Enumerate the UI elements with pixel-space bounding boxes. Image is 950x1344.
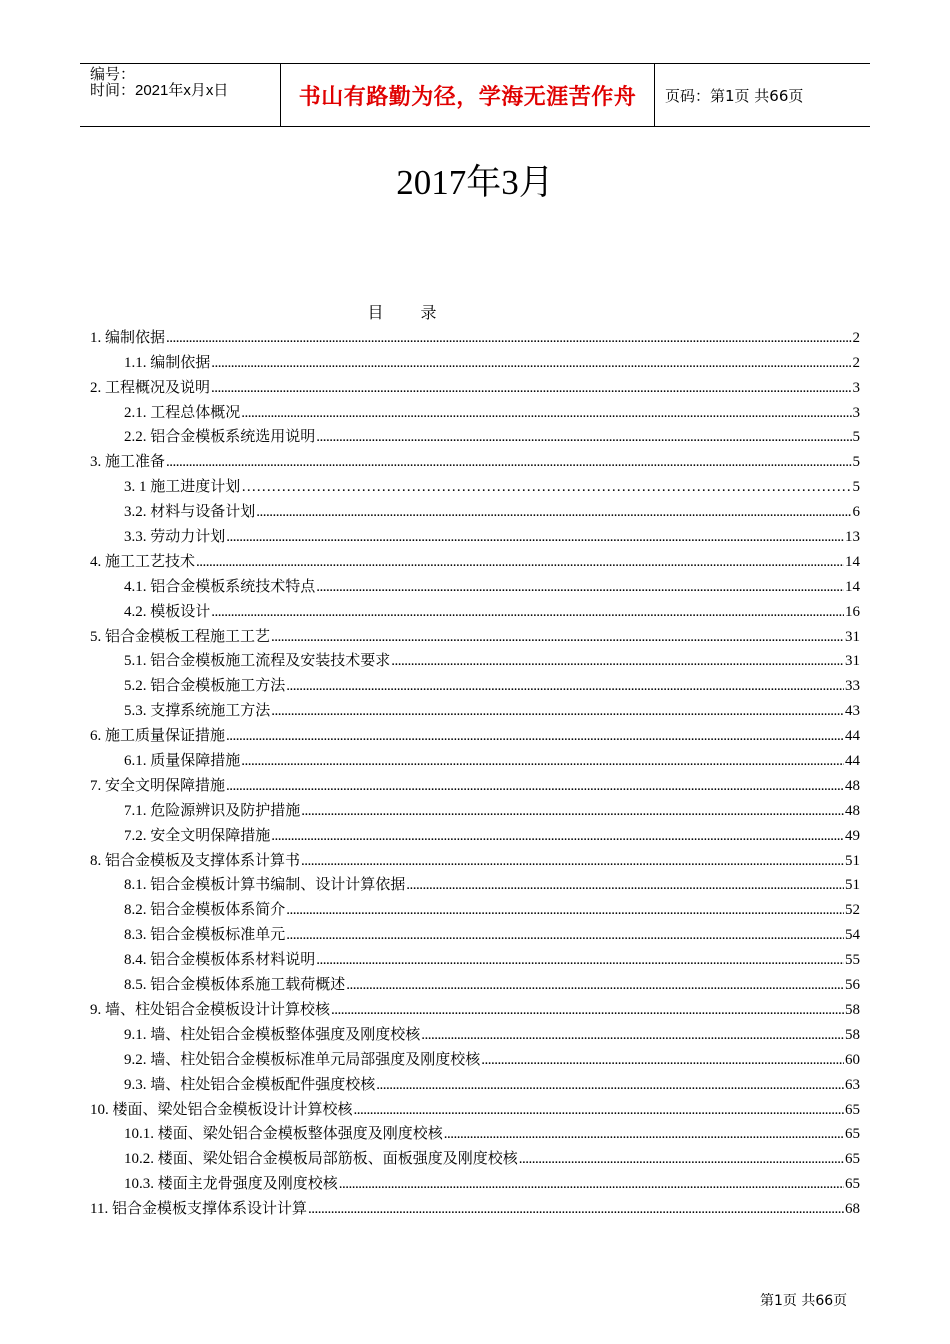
- toc-entry[interactable]: [90, 919, 860, 944]
- toc-leader-dots: [339, 1176, 844, 1193]
- toc-entry-page: 55: [845, 952, 860, 969]
- toc-leader-dots: [211, 604, 844, 621]
- toc-leader-dots: [286, 927, 844, 944]
- toc-leader-dots: [271, 703, 844, 720]
- toc-leader-dots: [226, 728, 844, 745]
- toc-entry-label: 8.3. 铝合金模板标准单元: [124, 927, 286, 944]
- toc-entry-label: 2. 工程概况及说明: [90, 379, 211, 396]
- toc-entry[interactable]: [90, 820, 860, 845]
- toc-entry-page: 65: [845, 1151, 860, 1168]
- toc-entry[interactable]: [90, 745, 860, 770]
- toc-entry-label: 8.1. 铝合金模板计算书编制、设计计算依据: [124, 877, 406, 894]
- table-of-contents: [90, 322, 860, 1218]
- toc-entry[interactable]: [90, 422, 860, 447]
- toc-entry-label: 8.4. 铝合金模板体系材料说明: [124, 952, 316, 969]
- toc-entry[interactable]: [90, 521, 860, 546]
- toc-entry-label: 10.3. 楼面主龙骨强度及刚度校核: [124, 1176, 338, 1193]
- toc-entry-page: 13: [845, 529, 860, 546]
- toc-entry[interactable]: [90, 496, 860, 521]
- header-motto: 书山有路勤为径，学海无涯苦作舟: [281, 64, 655, 126]
- toc-entry-page: 65: [845, 1101, 860, 1118]
- toc-entry[interactable]: [90, 795, 860, 820]
- toc-entry[interactable]: [90, 571, 860, 596]
- toc-entry-page: 33: [845, 678, 860, 695]
- toc-entry-label: 9. 墙、柱处铝合金模板设计计算校核: [90, 1001, 331, 1018]
- toc-entry-label: 1. 编制依据: [90, 329, 166, 346]
- toc-entry-page: 5: [852, 479, 860, 496]
- toc-entry-page: 43: [845, 703, 860, 720]
- time-label: 时间：2021年x月x日: [90, 82, 229, 99]
- toc-entry-label: 7.1. 危险源辨识及防护措施: [124, 802, 301, 819]
- toc-leader-dots: [211, 355, 851, 372]
- toc-entry-page: 58: [845, 1001, 860, 1018]
- toc-entry-page: 3: [852, 404, 860, 421]
- toc-leader-dots: [316, 952, 844, 969]
- toc-entry[interactable]: [90, 944, 860, 969]
- toc-entry-page: 56: [845, 977, 860, 994]
- toc-entry-label: 9.1. 墙、柱处铝合金模板整体强度及刚度校核: [124, 1026, 421, 1043]
- toc-entry[interactable]: [90, 1168, 860, 1193]
- toc-entry-page: 5: [852, 454, 860, 471]
- toc-entry-page: 54: [845, 927, 860, 944]
- number-label: 编号：: [90, 66, 136, 83]
- toc-leader-dots: [271, 629, 844, 646]
- toc-entry-label: 6. 施工质量保证措施: [90, 728, 226, 745]
- toc-entry-page: 16: [845, 603, 860, 620]
- toc-entry-label: 11. 铝合金模板支撑体系设计计算: [90, 1201, 307, 1218]
- toc-title: 目 录: [367, 303, 453, 322]
- toc-entry-label: 9.2. 墙、柱处铝合金模板标准单元局部强度及刚度校核: [124, 1051, 481, 1068]
- toc-entry-page: 49: [845, 827, 860, 844]
- toc-entry-page: 31: [845, 653, 860, 670]
- toc-entry-label: 7. 安全文明保障措施: [90, 777, 226, 794]
- toc-entry[interactable]: [90, 720, 860, 745]
- toc-leader-dots: [166, 330, 851, 347]
- toc-leader-dots: [196, 554, 844, 571]
- toc-leader-dots: [444, 1126, 844, 1143]
- toc-leader-dots: [211, 380, 851, 397]
- toc-entry-label: 10.1. 楼面、梁处铝合金模板整体强度及刚度校核: [124, 1126, 443, 1143]
- toc-entry[interactable]: [90, 322, 860, 347]
- toc-leader-dots: [316, 579, 844, 596]
- toc-leader-dots: [421, 1027, 844, 1044]
- toc-entry[interactable]: [90, 969, 860, 994]
- toc-entry[interactable]: [90, 1094, 860, 1119]
- toc-entry-page: 51: [845, 877, 860, 894]
- toc-entry-page: 5: [852, 429, 860, 446]
- toc-leader-dots: [286, 678, 844, 695]
- toc-leader-dots: [166, 454, 851, 471]
- toc-entry[interactable]: [90, 994, 860, 1019]
- toc-entry-page: 44: [845, 728, 860, 745]
- toc-entry-label: 4. 施工工艺技术: [90, 553, 196, 570]
- toc-leader-dots: [241, 479, 851, 496]
- toc-entry-page: 48: [845, 777, 860, 794]
- toc-leader-dots: [308, 1201, 844, 1218]
- toc-entry[interactable]: [90, 845, 860, 870]
- toc-entry-page: 68: [845, 1201, 860, 1218]
- toc-entry-label: 5.1. 铝合金模板施工流程及安装技术要求: [124, 653, 391, 670]
- header-page-info: 页码：第1页 共66页: [665, 86, 804, 105]
- toc-entry-label: 6.1. 质量保障措施: [124, 753, 241, 770]
- toc-entry-label: 3. 施工准备: [90, 454, 166, 471]
- toc-entry-label: 3.3. 劳动力计划: [124, 529, 226, 546]
- toc-entry[interactable]: [90, 894, 860, 919]
- toc-entry[interactable]: [90, 1069, 860, 1094]
- toc-entry[interactable]: [90, 1143, 860, 1168]
- toc-leader-dots: [391, 653, 844, 670]
- toc-entry-page: 65: [845, 1176, 860, 1193]
- toc-entry[interactable]: [90, 870, 860, 895]
- toc-entry-label: 5.2. 铝合金模板施工方法: [124, 678, 286, 695]
- toc-entry[interactable]: [90, 1119, 860, 1144]
- toc-entry-page: 51: [845, 852, 860, 869]
- date-title: 2017年3月: [396, 163, 554, 202]
- toc-entry[interactable]: [90, 670, 860, 695]
- toc-leader-dots: [286, 902, 844, 919]
- toc-entry-page: 52: [845, 902, 860, 919]
- toc-leader-dots: [331, 1002, 844, 1019]
- toc-entry-label: 3. 1 施工进度计划: [124, 479, 241, 496]
- page-header: [80, 63, 870, 127]
- page-footer: 第1页 共66页: [760, 1293, 848, 1309]
- toc-entry[interactable]: [90, 596, 860, 621]
- toc-entry-page: 48: [845, 802, 860, 819]
- toc-entry-page: 2: [852, 354, 860, 371]
- toc-entry-label: 8.2. 铝合金模板体系简介: [124, 902, 286, 919]
- toc-entry-page: 6: [852, 504, 860, 521]
- toc-leader-dots: [271, 828, 844, 845]
- toc-leader-dots: [406, 877, 844, 894]
- toc-entry-label: 1.1. 编制依据: [124, 354, 211, 371]
- toc-entry-label: 8.5. 铝合金模板体系施工载荷概述: [124, 977, 346, 994]
- toc-entry[interactable]: [90, 770, 860, 795]
- toc-entry-page: 14: [845, 553, 860, 570]
- toc-leader-dots: [301, 853, 844, 870]
- toc-leader-dots: [481, 1052, 844, 1069]
- toc-entry[interactable]: [90, 646, 860, 671]
- toc-entry-label: 7.2. 安全文明保障措施: [124, 827, 271, 844]
- toc-entry[interactable]: [90, 1019, 860, 1044]
- toc-leader-dots: [226, 778, 844, 795]
- toc-entry-label: 9.3. 墙、柱处铝合金模板配件强度校核: [124, 1076, 376, 1093]
- toc-entry-label: 2.2. 铝合金模板系统选用说明: [124, 429, 316, 446]
- toc-entry-page: 3: [852, 379, 860, 396]
- toc-entry-page: 65: [845, 1126, 860, 1143]
- toc-entry[interactable]: [90, 695, 860, 720]
- toc-entry-label: 4.1. 铝合金模板系统技术特点: [124, 578, 316, 595]
- toc-entry-page: 58: [845, 1026, 860, 1043]
- toc-entry-page: 2: [852, 329, 860, 346]
- toc-entry[interactable]: [90, 1044, 860, 1069]
- toc-entry-label: 3.2. 材料与设备计划: [124, 504, 256, 521]
- toc-entry-label: 8. 铝合金模板及支撑体系计算书: [90, 852, 301, 869]
- toc-entry[interactable]: [90, 347, 860, 372]
- toc-entry[interactable]: [90, 446, 860, 471]
- toc-leader-dots: [354, 1102, 844, 1119]
- toc-entry[interactable]: [90, 372, 860, 397]
- toc-leader-dots: [301, 803, 844, 820]
- toc-entry-label: 10.2. 楼面、梁处铝合金模板局部筋板、面板强度及刚度校核: [124, 1151, 518, 1168]
- toc-leader-dots: [316, 429, 851, 446]
- toc-leader-dots: [256, 504, 851, 521]
- toc-entry-page: 60: [845, 1051, 860, 1068]
- toc-entry[interactable]: [90, 1193, 860, 1218]
- toc-entry-page: 14: [845, 578, 860, 595]
- toc-entry-page: 44: [845, 753, 860, 770]
- toc-entry-label: 5. 铝合金模板工程施工工艺: [90, 628, 271, 645]
- toc-leader-dots: [241, 405, 851, 422]
- header-meta: [80, 64, 281, 126]
- toc-leader-dots: [241, 753, 844, 770]
- toc-entry[interactable]: [90, 471, 860, 496]
- toc-leader-dots: [519, 1151, 844, 1168]
- toc-leader-dots: [376, 1077, 844, 1094]
- toc-entry-page: 31: [845, 628, 860, 645]
- toc-entry-label: 10. 楼面、梁处铝合金模板设计计算校核: [90, 1101, 353, 1118]
- toc-entry-label: 5.3. 支撑系统施工方法: [124, 703, 271, 720]
- toc-entry[interactable]: [90, 546, 860, 571]
- toc-leader-dots: [226, 529, 844, 546]
- toc-leader-dots: [346, 977, 844, 994]
- toc-entry-label: 2.1. 工程总体概况: [124, 404, 241, 421]
- toc-entry-label: 4.2. 模板设计: [124, 603, 211, 620]
- toc-entry-page: 63: [845, 1076, 860, 1093]
- toc-entry[interactable]: [90, 621, 860, 646]
- toc-entry[interactable]: [90, 397, 860, 422]
